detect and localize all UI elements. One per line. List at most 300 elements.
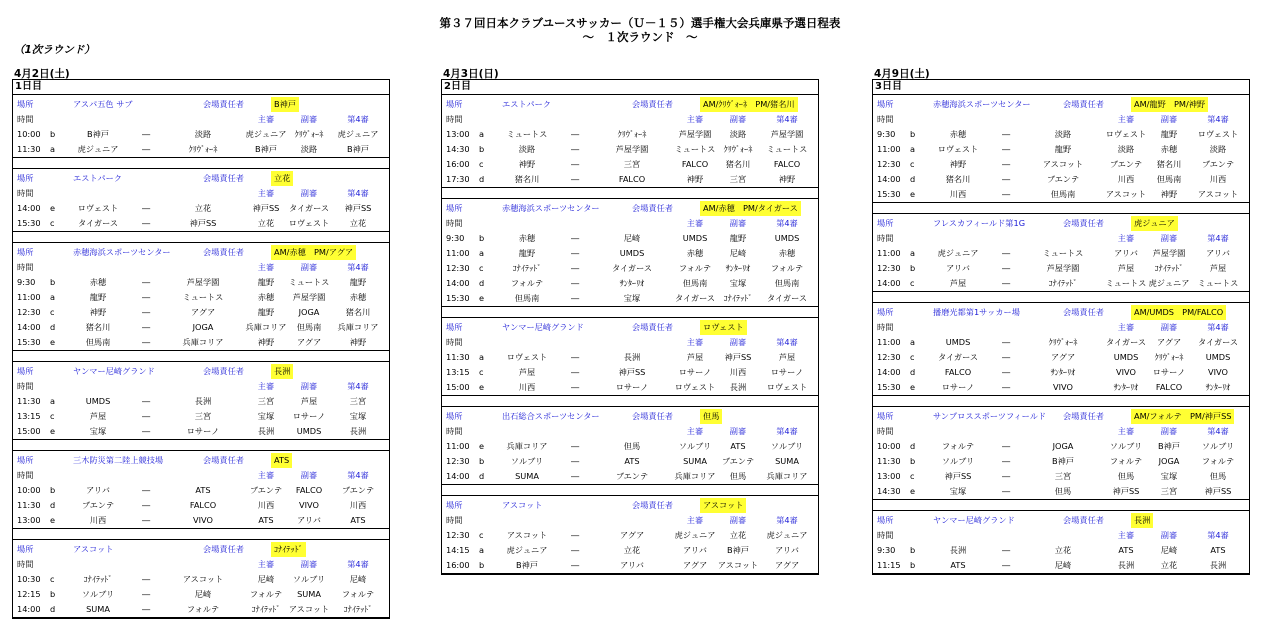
responsible-club: ATS xyxy=(271,453,292,468)
home-team: 芦屋 xyxy=(949,278,967,288)
group-letter: b xyxy=(50,277,56,287)
kickoff-time: 11:30 xyxy=(17,500,41,510)
away-team: 長洲 xyxy=(623,352,641,362)
home-team: 虎ジュニア xyxy=(77,144,119,154)
assistant-referee-header: 副審 xyxy=(729,426,747,436)
home-team: 神野 xyxy=(518,159,536,169)
assistant-referee: 淡路 xyxy=(729,129,747,139)
fourth-official: アグア xyxy=(774,560,800,570)
time-label: 時間 xyxy=(17,114,34,124)
versus-dash: ― xyxy=(142,218,151,228)
header-row xyxy=(442,424,818,439)
main-referee-header: 主審 xyxy=(257,470,275,480)
versus-dash: ― xyxy=(142,589,151,599)
venue-row xyxy=(873,409,1249,424)
home-team: 龍野 xyxy=(89,292,107,302)
group-letter: a xyxy=(479,352,485,362)
header-row xyxy=(13,468,389,483)
venue-block xyxy=(442,406,818,485)
fourth-official: 但馬南 xyxy=(774,278,800,288)
kickoff-time: 10:00 xyxy=(17,129,41,139)
main-referee: アリバ xyxy=(683,545,707,555)
responsible-club: 長洲 xyxy=(1131,513,1153,528)
away-team: アスコット xyxy=(1042,159,1084,169)
versus-dash: ― xyxy=(142,396,151,406)
assistant-referee: ｺﾅｲﾃｯﾄﾞ xyxy=(1154,263,1184,273)
group-letter: a xyxy=(910,337,916,347)
place-label: 場所 xyxy=(17,455,34,465)
away-team: ブエンテ xyxy=(615,471,649,481)
kickoff-time: 11:30 xyxy=(877,456,901,466)
home-team: タイガース xyxy=(77,218,119,228)
responsible-club: 虎ジュニア xyxy=(1131,216,1178,231)
place-label: 場所 xyxy=(446,203,463,213)
assistant-referee-header: 副審 xyxy=(729,515,747,525)
fourth-official: 猪名川 xyxy=(345,307,371,317)
group-letter: a xyxy=(50,144,56,154)
venue-row xyxy=(13,364,389,379)
match-row xyxy=(873,276,1249,291)
fourth-official: 芦屋学園 xyxy=(770,129,804,139)
venue-name: 三木防災第二陸上競技場 xyxy=(73,455,164,465)
place-label: 場所 xyxy=(446,99,463,109)
home-team: 川西 xyxy=(949,189,967,199)
fourth-official: アリバ xyxy=(775,545,799,555)
time-label: 時間 xyxy=(17,559,34,569)
fourth-official: 赤穂 xyxy=(349,292,367,302)
kickoff-time: 10:00 xyxy=(877,441,901,451)
kickoff-time: 15:30 xyxy=(17,218,41,228)
fourth-official: UMDS xyxy=(774,233,800,243)
match-row xyxy=(13,335,389,350)
group-letter: b xyxy=(910,560,916,570)
kickoff-time: 9:30 xyxy=(877,545,896,555)
main-referee: 芦屋 xyxy=(686,352,704,362)
main-referee: 神野 xyxy=(686,174,704,184)
versus-dash: ― xyxy=(1002,337,1011,347)
place-label: 場所 xyxy=(446,500,463,510)
group-letter: a xyxy=(479,248,485,258)
versus-dash: ― xyxy=(571,174,580,184)
group-letter: e xyxy=(50,426,56,436)
group-letter: c xyxy=(479,367,484,377)
away-team: ｸﾘｳﾞｫｰﾈ xyxy=(188,144,218,154)
main-referee: ブエンテ xyxy=(1109,159,1143,169)
fourth-official: ブエンテ xyxy=(341,485,375,495)
assistant-referee: 芦屋学園 xyxy=(292,292,326,302)
away-team: 宝塚 xyxy=(623,293,641,303)
assistant-referee: 但馬南 xyxy=(1156,174,1182,184)
header-row xyxy=(442,335,818,350)
fourth-official: 淡路 xyxy=(1209,144,1227,154)
versus-dash: ― xyxy=(1002,263,1011,273)
assistant-referee: 立花 xyxy=(729,530,747,540)
responsible-club: アスコット xyxy=(700,498,746,513)
home-team: 猪名川 xyxy=(945,174,971,184)
main-referee-header: 主審 xyxy=(686,426,704,436)
kickoff-time: 15:00 xyxy=(446,382,470,392)
header-row xyxy=(13,379,389,394)
place-label: 場所 xyxy=(446,411,463,421)
main-referee: アスコット xyxy=(1105,189,1147,199)
away-team: ATS xyxy=(624,456,640,466)
home-team: ソルブリ xyxy=(81,589,115,599)
main-referee: 立花 xyxy=(257,218,275,228)
assistant-referee-header: 副審 xyxy=(729,218,747,228)
assistant-referee: ロサーノ xyxy=(292,411,326,421)
time-label: 時間 xyxy=(17,188,34,198)
group-letter: a xyxy=(910,248,916,258)
main-referee: ブエンテ xyxy=(249,485,283,495)
venue-row xyxy=(873,97,1249,112)
kickoff-time: 11:00 xyxy=(17,292,41,302)
home-team: 芦屋 xyxy=(518,367,536,377)
assistant-referee: ｸﾘｳﾞｫｰﾈ xyxy=(1154,352,1184,362)
main-referee: UMDS xyxy=(1113,352,1139,362)
match-row xyxy=(873,469,1249,484)
home-team: 但馬南 xyxy=(85,337,111,347)
home-team: ATS xyxy=(950,560,966,570)
group-letter: d xyxy=(50,604,56,614)
assistant-referee: 尼崎 xyxy=(729,248,747,258)
kickoff-time: 12:30 xyxy=(446,530,470,540)
versus-dash: ― xyxy=(142,426,151,436)
match-row xyxy=(873,127,1249,142)
kickoff-time: 12:30 xyxy=(877,352,901,362)
away-team: ミュートス xyxy=(1042,248,1084,258)
home-team: ロヴェスト xyxy=(937,144,979,154)
group-letter: e xyxy=(910,382,916,392)
kickoff-time: 14:30 xyxy=(877,486,901,496)
kickoff-time: 14:00 xyxy=(17,203,41,213)
home-team: 宝塚 xyxy=(89,426,107,436)
away-team: FALCO xyxy=(189,500,217,510)
match-row xyxy=(13,127,389,142)
assistant-referee: 猪名川 xyxy=(1156,159,1182,169)
away-team: 淡路 xyxy=(1054,129,1072,139)
venue-row xyxy=(13,245,389,260)
match-row xyxy=(873,484,1249,499)
away-team: 三宮 xyxy=(1054,471,1072,481)
versus-dash: ― xyxy=(1002,441,1011,451)
match-row xyxy=(442,380,818,395)
day-header: 1日目 xyxy=(13,80,389,95)
home-team: フォルテ xyxy=(941,441,975,451)
versus-dash: ― xyxy=(1002,367,1011,377)
kickoff-time: 11:30 xyxy=(17,144,41,154)
group-letter: a xyxy=(479,545,485,555)
match-row xyxy=(13,602,389,617)
kickoff-time: 9:30 xyxy=(17,277,36,287)
place-label: 場所 xyxy=(17,366,34,376)
away-team: 尼崎 xyxy=(1054,560,1072,570)
away-team: 立花 xyxy=(194,203,212,213)
assistant-referee: JOGA xyxy=(1158,456,1180,466)
versus-dash: ― xyxy=(1002,129,1011,139)
group-letter: b xyxy=(50,485,56,495)
responsible-label: 会場責任者 xyxy=(1063,218,1104,228)
venue-name: ヤンマー尼崎グランド xyxy=(502,322,584,332)
fourth-official: 尼崎 xyxy=(349,574,367,584)
away-team: 立花 xyxy=(1054,545,1072,555)
group-letter: d xyxy=(910,174,916,184)
fourth-official: 芦屋 xyxy=(1209,263,1227,273)
fourth-official: フォルテ xyxy=(770,263,804,273)
responsible-club: 立花 xyxy=(271,171,293,186)
away-team: 神戸SS xyxy=(189,218,217,228)
away-team: ミュートス xyxy=(182,292,224,302)
fourth-official-header: 第4審 xyxy=(776,426,798,436)
away-team: ｸﾘｳﾞｫｰﾈ xyxy=(1048,337,1078,347)
assistant-referee: SUMA xyxy=(297,589,321,599)
away-team: アグア xyxy=(190,307,216,317)
match-row xyxy=(873,454,1249,469)
kickoff-time: 16:00 xyxy=(446,560,470,570)
responsible-label: 会場責任者 xyxy=(632,500,673,510)
versus-dash: ― xyxy=(571,233,580,243)
assistant-referee: ミュートス xyxy=(288,277,330,287)
away-team: アスコット xyxy=(182,574,224,584)
versus-dash: ― xyxy=(1002,545,1011,555)
match-row xyxy=(442,365,818,380)
assistant-referee-header: 副審 xyxy=(300,470,318,480)
versus-dash: ― xyxy=(142,129,151,139)
main-referee-header: 主審 xyxy=(1117,114,1135,124)
match-row xyxy=(442,350,818,365)
match-row xyxy=(13,320,389,335)
assistant-referee-header: 副審 xyxy=(300,559,318,569)
venue-block xyxy=(442,495,818,574)
versus-dash: ― xyxy=(1002,486,1011,496)
group-letter: c xyxy=(50,411,55,421)
venue-block xyxy=(873,406,1249,500)
home-team: ミュートス xyxy=(506,129,548,139)
main-referee: ソルブリ xyxy=(1109,441,1143,451)
home-team: ソルブリ xyxy=(510,456,544,466)
header-row xyxy=(873,231,1249,246)
match-row xyxy=(13,498,389,513)
assistant-referee: 宝塚 xyxy=(729,278,747,288)
home-team: 赤穂 xyxy=(949,129,967,139)
fourth-official: アスコット xyxy=(1197,189,1239,199)
match-row xyxy=(442,439,818,454)
home-team: SUMA xyxy=(86,604,110,614)
page-subtitle: ～ １次ラウンド ～ xyxy=(582,30,698,44)
fourth-official: 神野 xyxy=(349,337,367,347)
assistant-referee: ｻﾝﾀｰﾘｵ xyxy=(725,263,751,273)
home-team: 川西 xyxy=(518,382,536,392)
day-column xyxy=(872,79,1250,575)
kickoff-time: 14:30 xyxy=(446,144,470,154)
group-letter: c xyxy=(479,263,484,273)
responsible-club: ロヴェスト xyxy=(700,320,747,335)
fourth-official-header: 第4審 xyxy=(1207,233,1229,243)
group-letter: b xyxy=(479,456,485,466)
home-team: UMDS xyxy=(945,337,971,347)
venue-block xyxy=(873,302,1249,396)
assistant-referee-header: 副審 xyxy=(1160,530,1178,540)
time-label: 時間 xyxy=(877,426,894,436)
fourth-official: ロサーノ xyxy=(770,367,804,377)
match-row xyxy=(13,409,389,424)
venue-row xyxy=(873,216,1249,231)
kickoff-time: 14:00 xyxy=(877,174,901,184)
assistant-referee: ブエンテ xyxy=(721,456,755,466)
main-referee: ｺﾅｲﾃｯﾄﾞ xyxy=(251,604,281,614)
away-team: JOGA xyxy=(1052,441,1074,451)
assistant-referee: 長洲 xyxy=(729,382,747,392)
home-team: アリバ xyxy=(86,485,110,495)
main-referee-header: 主審 xyxy=(257,114,275,124)
venue-block xyxy=(13,361,389,440)
home-team: アリバ xyxy=(946,263,970,273)
away-team: ブエンテ xyxy=(1046,174,1080,184)
main-referee: ロヴェスト xyxy=(1105,129,1147,139)
responsible-label: 会場責任者 xyxy=(1063,411,1104,421)
versus-dash: ― xyxy=(1002,248,1011,258)
time-label: 時間 xyxy=(446,337,463,347)
place-label: 場所 xyxy=(877,307,894,317)
assistant-referee: 淡路 xyxy=(300,144,318,154)
home-team: 芦屋 xyxy=(89,411,107,421)
match-row xyxy=(13,201,389,216)
away-team: FALCO xyxy=(618,174,646,184)
fourth-official-header: 第4審 xyxy=(1207,114,1229,124)
header-row xyxy=(873,112,1249,127)
venue-block xyxy=(13,450,389,529)
versus-dash: ― xyxy=(1002,144,1011,154)
main-referee: ロヴェスト xyxy=(674,382,716,392)
versus-dash: ― xyxy=(142,485,151,495)
versus-dash: ― xyxy=(571,471,580,481)
main-referee: 虎ジュニア xyxy=(674,530,716,540)
assistant-referee: 三宮 xyxy=(1160,486,1178,496)
assistant-referee: アスコット xyxy=(288,604,330,614)
assistant-referee-header: 副審 xyxy=(1160,322,1178,332)
home-team: SUMA xyxy=(515,471,539,481)
responsible-label: 会場責任者 xyxy=(203,366,244,376)
place-label: 場所 xyxy=(877,411,894,421)
main-referee-header: 主審 xyxy=(257,381,275,391)
away-team: VIVO xyxy=(193,515,213,525)
away-team: ｻﾝﾀｰﾘｵ xyxy=(1050,367,1076,377)
group-letter: d xyxy=(479,471,485,481)
kickoff-time: 15:30 xyxy=(446,293,470,303)
home-team: 龍野 xyxy=(518,248,536,258)
match-row xyxy=(13,305,389,320)
versus-dash: ― xyxy=(142,203,151,213)
fourth-official: フォルテ xyxy=(341,589,375,599)
fourth-official: SUMA xyxy=(775,456,799,466)
kickoff-time: 14:00 xyxy=(17,322,41,332)
venue-block xyxy=(873,510,1249,574)
versus-dash: ― xyxy=(142,604,151,614)
kickoff-time: 12:15 xyxy=(17,589,41,599)
main-referee: 神野 xyxy=(257,337,275,347)
kickoff-time: 13:00 xyxy=(17,515,41,525)
page-title: 第３７回日本クラブユースサッカー（Ｕ－１５）選手権大会兵庫県予選日程表 xyxy=(439,16,841,30)
venue-name: アスパ五色 サブ xyxy=(73,99,133,109)
time-label: 時間 xyxy=(877,233,894,243)
match-row xyxy=(873,439,1249,454)
home-team: ｺﾅｲﾃｯﾄﾞ xyxy=(83,574,113,584)
main-referee: 長洲 xyxy=(1117,560,1135,570)
home-team: フォルテ xyxy=(510,278,544,288)
fourth-official: 赤穂 xyxy=(778,248,796,258)
main-referee-header: 主審 xyxy=(686,337,704,347)
fourth-official: ミュートス xyxy=(766,144,808,154)
kickoff-time: 13:00 xyxy=(446,129,470,139)
group-letter: d xyxy=(50,322,56,332)
header-row xyxy=(13,186,389,201)
place-label: 場所 xyxy=(446,322,463,332)
away-team: 立花 xyxy=(623,545,641,555)
header-row xyxy=(442,112,818,127)
group-letter: c xyxy=(910,471,915,481)
fourth-official-header: 第4審 xyxy=(776,218,798,228)
away-team: 芦屋学園 xyxy=(615,144,649,154)
fourth-official: VIVO xyxy=(1208,367,1228,377)
group-letter: e xyxy=(50,337,56,347)
fourth-official: ロヴェスト xyxy=(1197,129,1239,139)
main-referee: ミュートス xyxy=(1105,278,1147,288)
fourth-official: 神戸SS xyxy=(1204,486,1232,496)
responsible-label: 会場責任者 xyxy=(632,203,673,213)
time-label: 時間 xyxy=(446,515,463,525)
match-row xyxy=(873,558,1249,573)
match-row xyxy=(873,142,1249,157)
header-row xyxy=(442,216,818,231)
kickoff-time: 14:00 xyxy=(877,278,901,288)
home-team: 赤穂 xyxy=(518,233,536,243)
group-letter: c xyxy=(479,530,484,540)
home-team: 川西 xyxy=(89,515,107,525)
venue-block xyxy=(13,242,389,351)
day-header: 3日目 xyxy=(873,80,1249,95)
main-referee-header: 主審 xyxy=(1117,426,1135,436)
versus-dash: ― xyxy=(571,560,580,570)
kickoff-time: 11:00 xyxy=(446,248,470,258)
match-row xyxy=(13,216,389,231)
away-team: 芦屋学園 xyxy=(1046,263,1080,273)
match-row xyxy=(873,335,1249,350)
kickoff-time: 11:00 xyxy=(446,441,470,451)
kickoff-time: 14:00 xyxy=(17,604,41,614)
place-label: 場所 xyxy=(877,218,894,228)
main-referee: タイガース xyxy=(674,293,716,303)
main-referee: B神戸 xyxy=(255,144,277,154)
kickoff-time: 13:15 xyxy=(17,411,41,421)
group-letter: e xyxy=(479,382,485,392)
venue-block xyxy=(442,95,818,188)
kickoff-time: 15:30 xyxy=(877,189,901,199)
venue-name: アスコット xyxy=(502,500,543,510)
assistant-referee: 立花 xyxy=(1160,560,1178,570)
versus-dash: ― xyxy=(1002,471,1011,481)
away-team: アリバ xyxy=(620,560,644,570)
venue-row xyxy=(13,542,389,557)
main-referee: 龍野 xyxy=(257,277,275,287)
main-referee: FALCO xyxy=(681,159,709,169)
fourth-official: 神戸SS xyxy=(344,203,372,213)
match-row xyxy=(442,172,818,187)
responsible-label: 会場責任者 xyxy=(1063,515,1104,525)
fourth-official: ｺﾅｲﾃｯﾄﾞ xyxy=(343,604,373,614)
venue-row xyxy=(442,409,818,424)
fourth-official: 兵庫コリア xyxy=(337,322,379,332)
group-letter: b xyxy=(50,589,56,599)
fourth-official-header: 第4審 xyxy=(1207,530,1229,540)
